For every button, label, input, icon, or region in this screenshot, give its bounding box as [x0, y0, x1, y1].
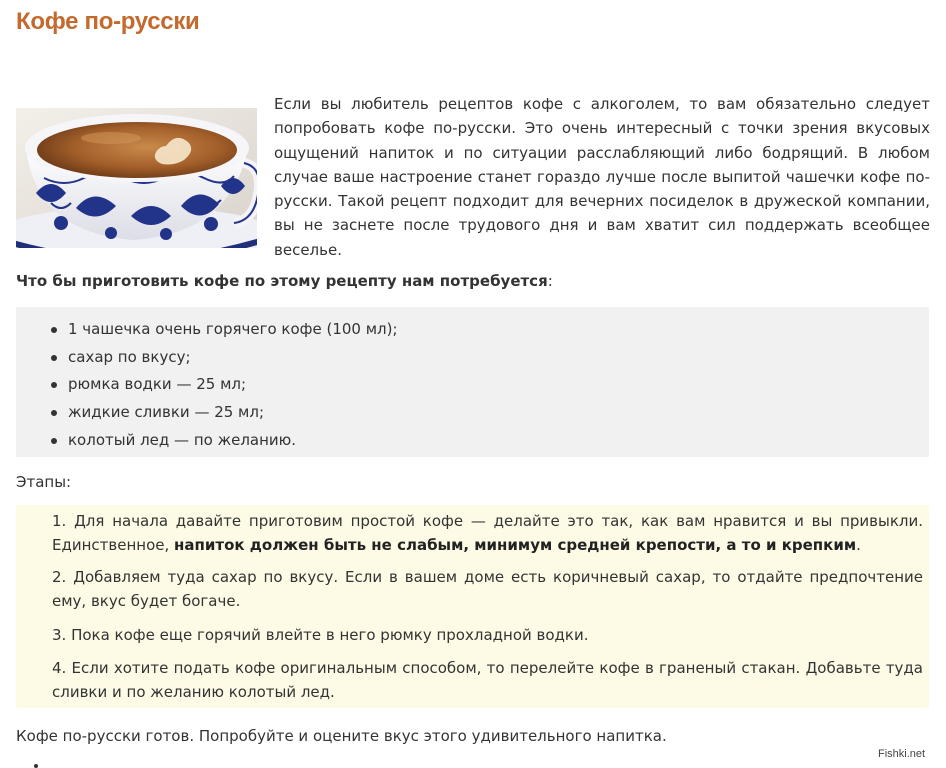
- ingredients-heading-colon: :: [547, 272, 553, 290]
- list-item: 1 чашечка очень горячего кофе (100 мл);: [68, 316, 929, 344]
- step-1-text: 1. Для начала давайте приготовим простой кофе — делайте это так, как вам нравится и вы привыкли. Единственное,: [52, 512, 923, 554]
- step-3: [52, 623, 923, 647]
- step-1: [52, 509, 923, 557]
- step-1-bold: напиток должен быть не слабым, минимум средней крепости, а то и крепким: [174, 536, 857, 554]
- steps-heading: Этапы:: [16, 473, 72, 491]
- watermark-text: Fishki.net: [878, 748, 926, 760]
- step-4-text: 4. Если хотите подать кофе оригинальным способом, то перелейте кофе в граненый стакан. Добавьте туда сливки и по желанию колотый лед.: [52, 659, 923, 701]
- list-item: жидкие сливки — 25 мл;: [68, 399, 929, 427]
- ingredients-heading: [16, 272, 553, 290]
- step-3-text: 3. Пока кофе еще горячий влейте в него рюмку прохладной водки.: [52, 626, 589, 644]
- ingredients-list-box: [16, 307, 929, 457]
- watermark: [878, 748, 925, 760]
- page-title: Кофе по-русски: [16, 8, 200, 35]
- list-item: рюмка водки — 25 мл;: [68, 371, 929, 399]
- step-2-text: 2. Добавляем туда сахар по вкусу. Если в вашем доме есть коричневый сахар, то отдайте предпочтение ему, вкус будет богаче.: [52, 568, 923, 610]
- bullet-fragment: [34, 764, 38, 768]
- outro-paragraph: Кофе по-русски готов. Попробуйте и оцените вкус этого удивительного напитка.: [16, 727, 667, 745]
- ingredients-heading-text: Что бы приготовить кофе по этому рецепту нам потребуется: [16, 272, 548, 290]
- coffee-cup-image: [16, 108, 257, 248]
- list-item: колотый лед — по желанию.: [68, 427, 929, 455]
- step-2: [52, 565, 923, 613]
- step-1-tail: .: [856, 536, 861, 554]
- step-4: [52, 656, 923, 704]
- steps-box: [16, 505, 929, 708]
- intro-paragraph: Если вы любитель рецептов кофе с алкоголем, то вам обязательно следует попробовать кофе по-русски. Это очень интересный с точки зрения вкусовых ощущений напиток и по ситуации расслабляющий либо бодрящий. В любом случае ваше настроение станет гораздо лучше после выпитой чашечки кофе по-русски. Такой рецепт подходит для вечерних посиделок в дружеской компании, вы не заснете после трудового дня и вам хватит сил поддержать всеобщее веселье.: [274, 95, 930, 259]
- ingredients-list: [16, 307, 929, 455]
- list-item: сахар по вкусу;: [68, 344, 929, 372]
